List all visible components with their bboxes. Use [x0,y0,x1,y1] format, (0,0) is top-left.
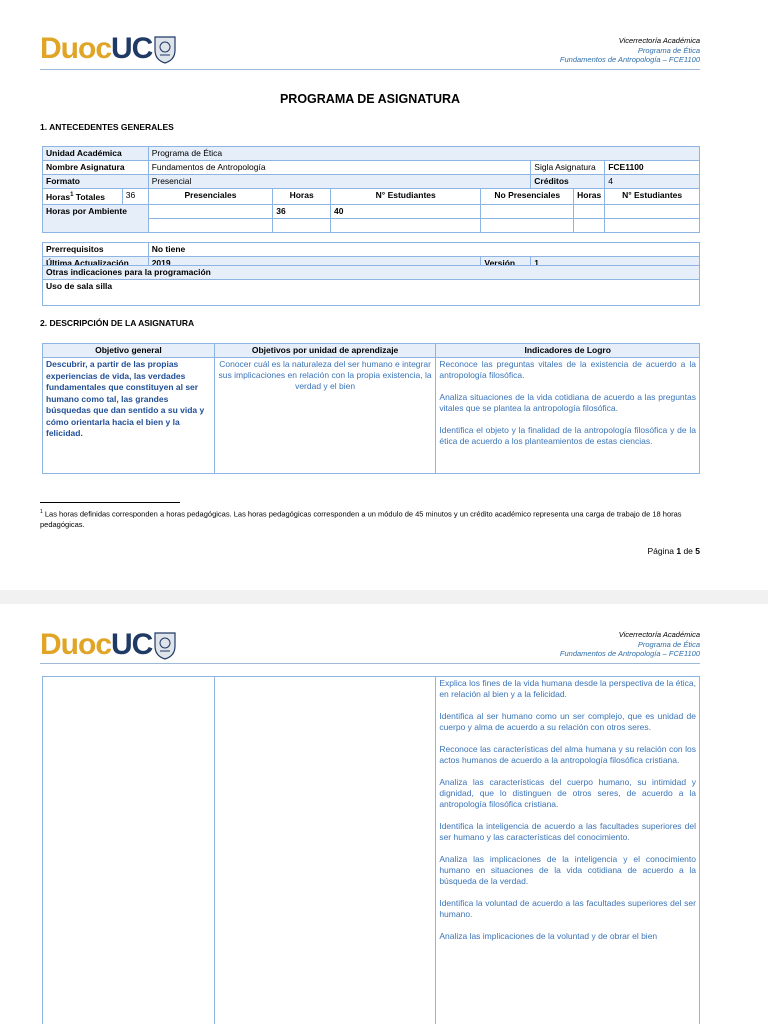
nombre-value: Fundamentos de Antropología [148,161,531,175]
duocuc-logo: Duoc UC [40,32,177,66]
indicador-item: Explica los fines de la vida humana desde la perspectiva de la ética, en relación al bien y a la felicidad. [439,678,696,699]
indicador-item: Identifica la voluntad de acuerdo a las facultades superiores del ser humano. [439,898,696,919]
formato-label: Formato [43,175,149,189]
indicador-item: Identifica la inteligencia de acuerdo a las facultades superiores del ser humano y las características del conocimiento. [439,821,696,842]
crest-icon [153,630,177,660]
formato-value: Presencial [148,175,531,189]
horas-header-2: Horas [574,189,605,205]
nopres-horas-cell [574,204,605,218]
horas-totales-value: 36 [122,189,148,205]
descripcion-table-cont [42,676,700,1024]
header-divider [40,69,700,70]
estudiantes-header: N° Estudiantes [331,189,481,205]
nopres-est-cell [605,204,700,218]
col-objetivos-unidad: Objetivos por unidad de aprendizaje [214,344,436,358]
indicador-item: Analiza las implicaciones de la inteligencia y el conocimiento humano en situaciones de la vida cotidiana de acuerdo a la búsqueda de la verdad. [439,854,696,886]
header-info: Vicerrectoría Académica Programa de Ética Fundamentos de Antropología – FCE1100 [559,630,700,658]
crest-icon [153,34,177,64]
version-label: Versión [481,256,531,270]
footnote-rule [40,502,180,503]
indicador-item: Analiza las características del cuerpo humano, su intimidad y dignidad, que lo distinguen de otros seres, de acuerdo a la antropología filosófica cristiana. [439,777,696,809]
objetivo-general: Descubrir, a partir de las propias experiencias de vida, las verdades fundamentales que constituyen al ser humano como tal, las grandes búsquedas que dan sentido a su vida y cómo orientarla hacia el bien y la felicidad. [43,358,215,474]
objetivo-unidad: Conocer cuál es la naturaleza del ser humano e integrar sus implicaciones en relación con la propia existencia, la verdad y el bien [214,358,436,474]
descripcion-table [42,343,700,474]
presenciales-header: Presenciales [148,189,273,205]
indicador-item: Reconoce las preguntas vitales de la existencia de acuerdo a la antropología filosófica. [439,359,696,380]
section-1-heading: 1. ANTECEDENTES GENERALES [40,122,174,132]
header-divider [40,663,700,664]
horas-pres-value: 36 [273,204,331,218]
otras-label: Otras indicaciones para la programación [43,266,700,280]
general-info-table [42,146,700,271]
pres-cell [148,204,273,218]
indicador-item: Identifica el objeto y la finalidad de la antropología filosófica y de la ética de acuerdo a los planteamientos de estas ciencias. [439,425,696,446]
estudiantes-value: 40 [331,204,481,218]
unidad-value: Programa de Ética [148,147,699,161]
indicador-item: Identifica al ser humano como un ser complejo, que es unidad de cuerpo y alma de acuerdo a su relación con otros seres. [439,711,696,732]
duocuc-logo: Duoc UC [40,628,177,662]
version-value: 1 [531,256,700,270]
indicadores-cell [436,358,700,474]
actualizacion-label: Última Actualización [43,256,149,270]
creditos-label: Créditos [531,175,605,189]
header-info: Vicerrectoría Académica Programa de Ética Fundamentos de Antropología – FCE1100 [559,36,700,64]
actualizacion-value: 2019 [148,256,481,270]
no-presenciales-header: No Presenciales [481,189,574,205]
horas-header: Horas [273,189,331,205]
col-objetivo-general: Objetivo general [43,344,215,358]
col-indicadores: Indicadores de Logro [436,344,700,358]
sigla-value: FCE1100 [605,161,700,175]
otras-value: Uso de sala silla [43,280,700,306]
page-number: Página 1 de 5 [647,546,700,556]
indicador-item: Reconoce las características del alma humana y su relación con los actos humanos de acuerdo a la antropología filosófica cristiana. [439,744,696,765]
indicadores-cell-cont [436,677,700,1024]
page-2 [0,604,768,1024]
horas-totales-label: Horas$^1$ Totales [43,189,123,205]
otras-indicaciones-table [42,265,700,306]
indicador-item: Analiza situaciones de la vida cotidiana de acuerdo a las preguntas vitales que se plantea la antropología filosófica. [439,392,696,413]
footnote: $^1$ Las horas definidas corresponden a horas pedagógicas. Las horas pedagógicas corresponden a un módulo de 45 minutos y un crédito académico representa una carga de trabajo de 18 horas pedagógicas. [40,509,682,529]
horas-ambiente-label: Horas por Ambiente [43,204,149,232]
objetivo-unidad-cont [214,677,436,1024]
unidad-label: Unidad Académica [43,147,149,161]
nombre-label: Nombre Asignatura [43,161,149,175]
page-title: PROGRAMA DE ASIGNATURA [279,92,461,106]
estudiantes-header-2: N° Estudiantes [605,189,700,205]
nopres-cell [481,204,574,218]
sigla-label: Sigla Asignatura [531,161,605,175]
indicador-item: Analiza las implicaciones de la voluntad y de obrar el bien [439,931,658,941]
section-2-heading: 2. DESCRIPCIÓN DE LA ASIGNATURA [40,318,195,328]
creditos-value: 4 [605,175,700,189]
prerreq-label: Prerrequisitos [43,242,149,256]
prerreq-value: No tiene [148,242,699,256]
objetivo-general-cont [43,677,215,1024]
